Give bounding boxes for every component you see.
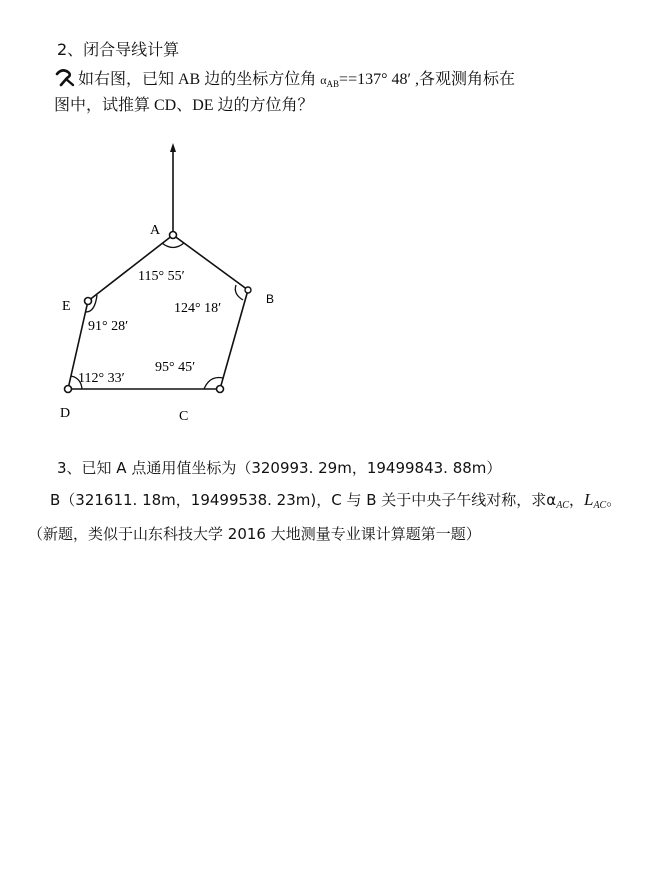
angle-value-c: 95° 45′: [155, 360, 196, 375]
traverse-diagram: [40, 135, 300, 435]
problem-3-line2: B（321611. 18m，19499538. 23m)，C 与 B 关于中央子午线对称，求$\alpha_{AC}$，$L_{AC}$。: [50, 490, 622, 511]
label-e: E: [62, 299, 71, 314]
station-c: [217, 386, 224, 393]
label-a: A: [150, 223, 161, 238]
angle-arc-b: [235, 285, 243, 300]
pencil-icon: [54, 66, 76, 88]
problem-2-text-line1: 如右图，已知 AB 边的坐标方位角 αAB==137° 48′ ,各观测角标在: [78, 71, 515, 89]
angle-arc-a: [162, 243, 184, 248]
problem-3-line1: 3、已知 A 点通用值坐标为（320993. 29m，19499843. 88m）: [57, 459, 502, 477]
label-b: B: [266, 292, 275, 306]
angle-value-e: 91° 28′: [88, 319, 129, 334]
station-b: [245, 287, 251, 293]
angle-value-b: 124° 18′: [174, 301, 222, 316]
station-e: [85, 298, 92, 305]
problem-2-text-line2: 图中，试推算 CD、DE 边的方位角？: [54, 97, 314, 114]
label-c: C: [179, 409, 189, 424]
north-arrow-head: [170, 143, 176, 152]
station-d: [65, 386, 72, 393]
station-a: [170, 232, 177, 239]
angle-value-a: 115° 55′: [138, 269, 185, 284]
section-2-heading: 2、闭合导线计算: [57, 40, 180, 59]
side-bc: [220, 290, 248, 389]
label-d: D: [60, 406, 71, 421]
problem-3-note: （新题，类似于山东科技大学 2016 大地测量专业课计算题第一题）: [28, 525, 481, 543]
angle-value-d: 112° 33′: [78, 371, 125, 386]
side-ea: [88, 235, 173, 301]
